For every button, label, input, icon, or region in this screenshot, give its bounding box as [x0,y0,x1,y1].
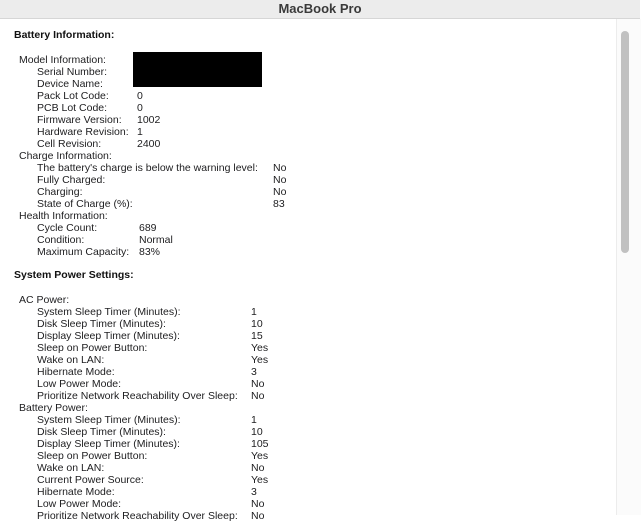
charging-value: No [273,186,287,198]
bat-current-power-source-label: Current Power Source: [37,474,144,486]
ac-display-sleep-label: Display Sleep Timer (Minutes): [37,330,180,342]
bat-system-sleep-value: 1 [251,414,257,426]
ac-network-reachability-value: No [251,390,265,402]
bat-disk-sleep-label: Disk Sleep Timer (Minutes): [37,426,166,438]
fully-charged-label: Fully Charged: [37,174,106,186]
condition-label: Condition: [37,234,85,246]
bat-sleep-power-button-label: Sleep on Power Button: [37,450,148,462]
ac-disk-sleep-value: 10 [251,318,263,330]
ac-power-group-label: AC Power: [19,294,70,306]
model-information-group-label: Model Information: [19,54,106,66]
ac-disk-sleep-label: Disk Sleep Timer (Minutes): [37,318,166,330]
vertical-scrollbar-thumb[interactable] [621,31,629,253]
ac-wake-on-lan-value: Yes [251,354,269,366]
bat-wake-on-lan-label: Wake on LAN: [37,462,105,474]
pack-lot-code-value: 0 [137,90,143,102]
system-power-settings-heading: System Power Settings: [14,269,134,281]
redacted-block [133,52,262,87]
window-title: MacBook Pro [278,1,362,16]
charge-warning-value: No [273,162,287,174]
bat-wake-on-lan-value: No [251,462,265,474]
ac-display-sleep-value: 15 [251,330,263,342]
ac-hibernate-mode-value: 3 [251,366,257,378]
bat-display-sleep-value: 105 [251,438,269,450]
bat-hibernate-mode-label: Hibernate Mode: [37,486,115,498]
ac-sleep-power-button-value: Yes [251,342,269,354]
bat-current-power-source-value: Yes [251,474,269,486]
state-of-charge-label: State of Charge (%): [37,198,133,210]
ac-system-sleep-label: System Sleep Timer (Minutes): [37,306,181,318]
info-content [0,19,616,522]
maximum-capacity-label: Maximum Capacity: [37,246,130,258]
firmware-version-value: 1002 [137,114,161,126]
hardware-revision-value: 1 [137,126,143,138]
ac-low-power-mode-value: No [251,378,265,390]
bat-sleep-power-button-value: Yes [251,450,269,462]
pack-lot-code-label: Pack Lot Code: [37,90,109,102]
ac-hibernate-mode-label: Hibernate Mode: [37,366,115,378]
pcb-lot-code-value: 0 [137,102,143,114]
charging-label: Charging: [37,186,83,198]
serial-number-label: Serial Number: [37,66,108,78]
condition-value: Normal [139,234,173,246]
bat-network-reachability-value: No [251,510,265,522]
state-of-charge-value: 83 [273,198,285,210]
health-information-group-label: Health Information: [19,210,108,222]
fully-charged-value: No [273,174,287,186]
cycle-count-label: Cycle Count: [37,222,98,234]
bat-low-power-mode-value: No [251,498,265,510]
firmware-version-label: Firmware Version: [37,114,122,126]
device-name-label: Device Name: [37,78,103,90]
cell-revision-value: 2400 [137,138,161,150]
title-bar[interactable] [0,0,640,19]
ac-wake-on-lan-label: Wake on LAN: [37,354,105,366]
charge-information-group-label: Charge Information: [19,150,112,162]
charge-warning-label: The battery's charge is below the warning level: [37,162,258,174]
bat-display-sleep-label: Display Sleep Timer (Minutes): [37,438,180,450]
battery-power-group-label: Battery Power: [19,402,88,414]
bat-hibernate-mode-value: 3 [251,486,257,498]
cycle-count-value: 689 [139,222,157,234]
bat-network-reachability-label: Prioritize Network Reachability Over Sleep: [37,510,238,522]
bat-low-power-mode-label: Low Power Mode: [37,498,122,510]
bat-disk-sleep-value: 10 [251,426,263,438]
battery-information-heading: Battery Information: [14,29,115,41]
maximum-capacity-value: 83% [139,246,161,258]
cell-revision-label: Cell Revision: [37,138,102,150]
ac-sleep-power-button-label: Sleep on Power Button: [37,342,148,354]
ac-network-reachability-label: Prioritize Network Reachability Over Sleep: [37,390,238,402]
pcb-lot-code-label: PCB Lot Code: [37,102,108,114]
ac-system-sleep-value: 1 [251,306,257,318]
ac-low-power-mode-label: Low Power Mode: [37,378,122,390]
bat-system-sleep-label: System Sleep Timer (Minutes): [37,414,181,426]
hardware-revision-label: Hardware Revision: [37,126,129,138]
